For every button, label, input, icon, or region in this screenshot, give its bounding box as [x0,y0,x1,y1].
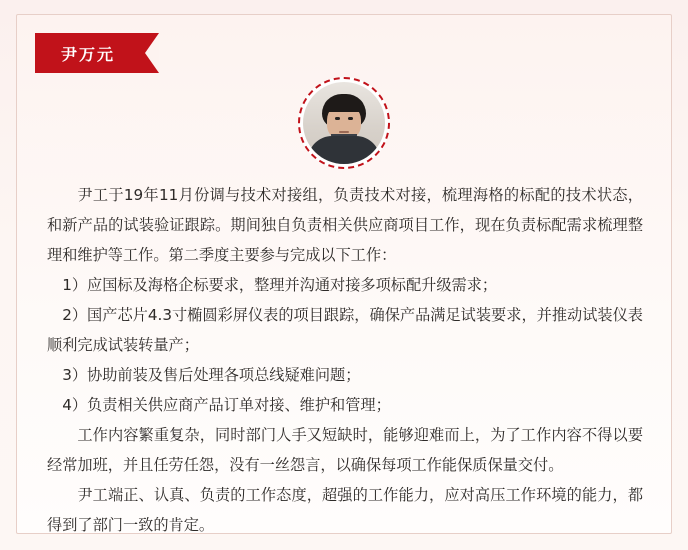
portrait-eye-right [348,117,353,120]
paragraph-5: 4）负责相关供应商产品订单对接、维护和管理； [62,396,391,414]
portrait-fringe [324,98,364,112]
paragraph-3: 2）国产芯片4.3寸椭圆彩屏仪表的项目跟踪，确保产品满足试装要求，并推动试装仪表顺利完成试装转量产； [47,306,643,354]
paragraph-4: 3）协助前装及售后处理各项总线疑难问题； [62,366,361,384]
portrait-body [308,136,380,164]
paragraph-1: 尹工于19年11月份调与技术对接组，负责技术对接，梳理海格的标配的技术状态，和新产品的试装验证跟踪。期间独自负责相关供应商项目工作，现在负责标配需求梳理整理和维护等工作。第二季度主要参与完成以下工作： [47,186,643,264]
avatar-container [17,77,671,169]
portrait-eye-left [335,117,340,120]
profile-card [16,14,672,534]
avatar [298,77,390,169]
description-text [47,180,643,534]
portrait-mouth [339,131,349,133]
paragraph-6: 工作内容繁重复杂，同时部门人手又短缺时，能够迎难而上，为了工作内容不得以要经常加班，并且任劳任怨，没有一丝怨言，以确保每项工作能保质保量交付。 [47,426,643,474]
paragraph-2: 1）应国标及海格企标要求，整理并沟通对接多项标配升级需求； [62,276,498,294]
paragraph-7: 尹工端正、认真、负责的工作态度，超强的工作能力，应对高压工作环境的能力，都得到了部门一致的肯定。 [47,486,643,534]
employee-name: 尹万元 [61,46,116,64]
ribbon-notch-icon [145,33,159,73]
avatar-photo [303,82,385,164]
name-ribbon [35,33,159,73]
